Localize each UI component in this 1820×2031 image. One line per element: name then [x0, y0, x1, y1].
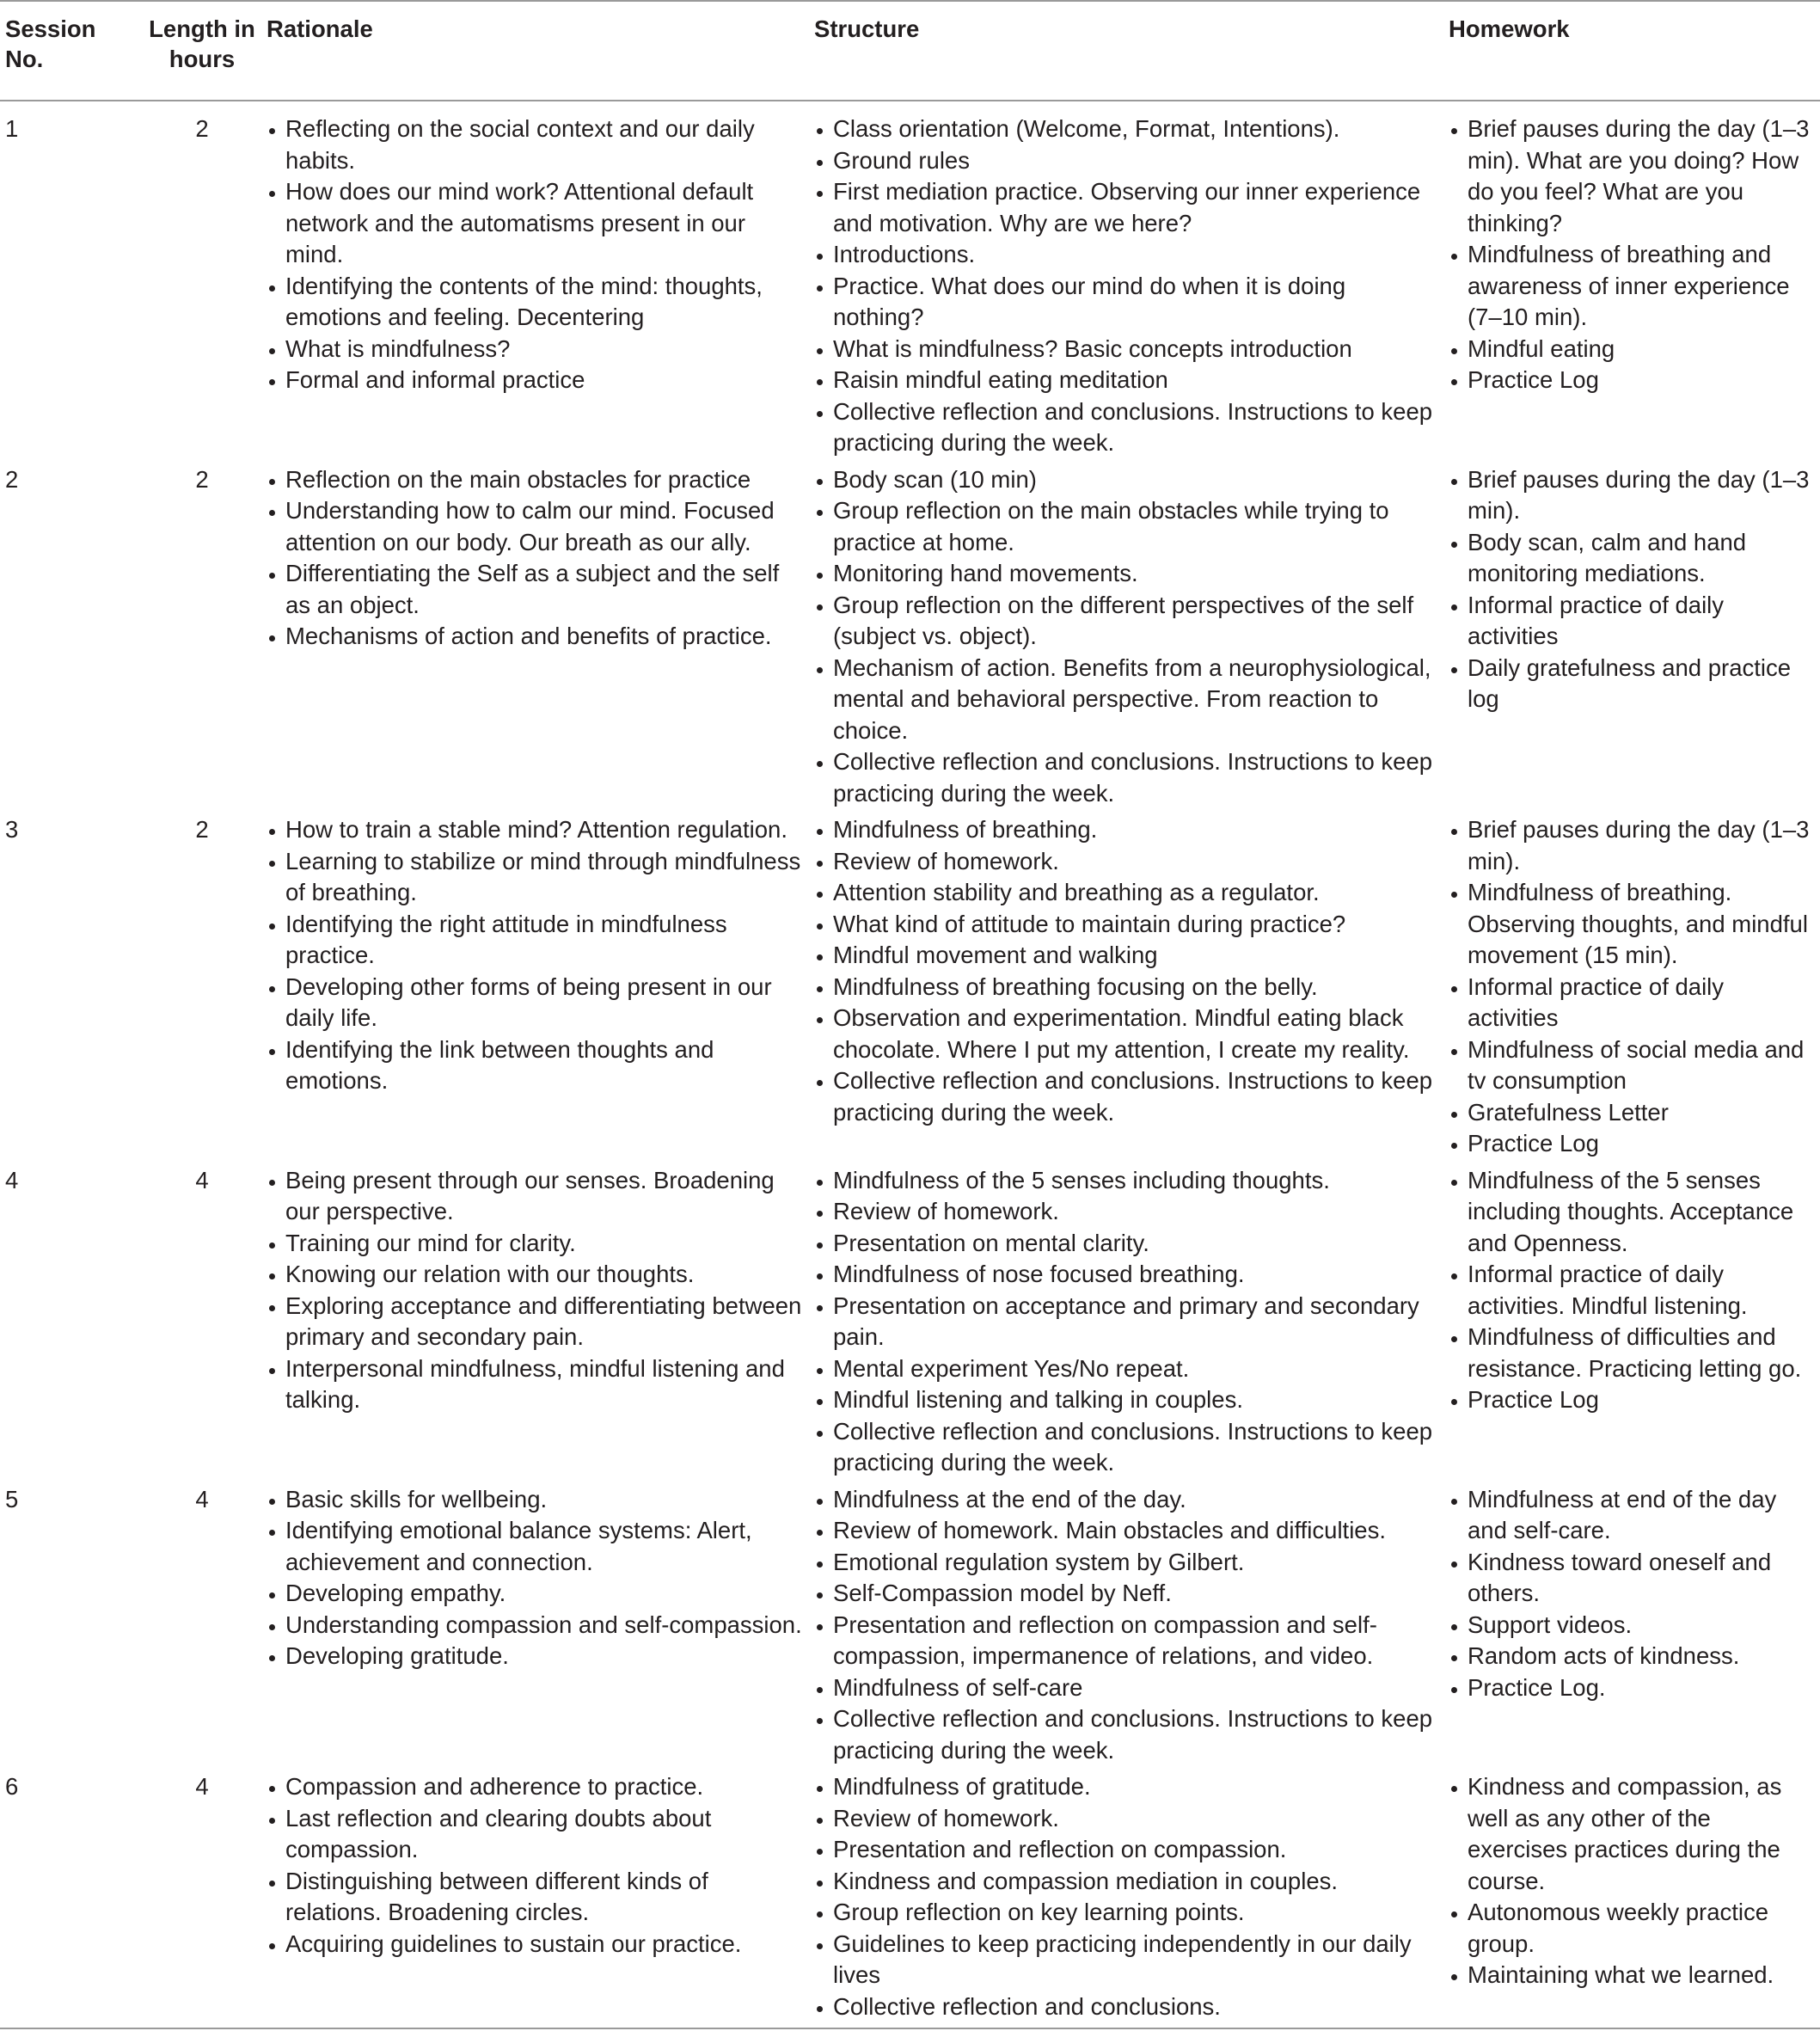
structure-item: Collective reflection and conclusions. — [814, 1991, 1440, 2023]
structure-item: Guidelines to keep practicing independently in our daily lives — [814, 1929, 1440, 1991]
structure-cell — [809, 1771, 1443, 2028]
structure-list — [814, 464, 1440, 810]
homework-item: Kindness and compassion, as well as any other of the exercises practices during the course. — [1449, 1771, 1817, 1897]
rationale-item: Identifying the link between thoughts and emotions. — [267, 1034, 806, 1097]
session-number: 5 — [5, 1485, 19, 1513]
rationale-item: How to train a stable mind? Attention regulation. — [267, 814, 806, 846]
rationale-item: Identifying the right attitude in mindfulness practice. — [267, 909, 806, 972]
structure-item: Practice. What does our mind do when it is doing nothing? — [814, 271, 1440, 334]
session-number: 1 — [5, 115, 19, 142]
table-row — [0, 464, 1820, 815]
homework-cell — [1443, 1484, 1820, 1772]
structure-item: Group reflection on key learning points. — [814, 1897, 1440, 1929]
structure-item: Mindfulness of gratitude. — [814, 1771, 1440, 1803]
homework-item: Maintaining what we learned. — [1449, 1960, 1817, 1991]
structure-item: Mindfulness of nose focused breathing. — [814, 1259, 1440, 1291]
homework-item: Autonomous weekly practice group. — [1449, 1897, 1817, 1960]
homework-item: Kindness toward oneself and others. — [1449, 1547, 1817, 1610]
homework-item: Practice Log — [1449, 1384, 1817, 1416]
structure-item: Raisin mindful eating meditation — [814, 365, 1440, 396]
structure-item: Self-Compassion model by Neff. — [814, 1578, 1440, 1610]
homework-list — [1449, 464, 1817, 715]
rationale-cell — [261, 101, 809, 464]
homework-item: Mindfulness of breathing and awareness of inner experience (7–10 min). — [1449, 239, 1817, 334]
rationale-item: Developing other forms of being present in our daily life. — [267, 972, 806, 1034]
header-row — [0, 1, 1820, 101]
homework-item: Informal practice of daily activities. Mindful listening. — [1449, 1259, 1817, 1322]
table-row — [0, 1771, 1820, 2028]
structure-item: Presentation and reflection on compassion and self-compassion, impermanence of relations, and video. — [814, 1610, 1440, 1672]
structure-cell — [809, 814, 1443, 1165]
rationale-list — [267, 464, 806, 653]
homework-item: Mindfulness of social media and tv consumption — [1449, 1034, 1817, 1097]
structure-item: Mindfulness of the 5 senses including thoughts. — [814, 1165, 1440, 1197]
homework-item: Mindful eating — [1449, 334, 1817, 365]
structure-item: Collective reflection and conclusions. Instructions to keep practicing during the week. — [814, 1416, 1440, 1479]
session-length: 4 — [195, 1166, 209, 1193]
rationale-cell — [261, 814, 809, 1165]
session-length: 2 — [195, 115, 209, 142]
rationale-cell — [261, 1165, 809, 1484]
structure-item: Group reflection on the main obstacles while trying to practice at home. — [814, 495, 1440, 558]
structure-item: Mindfulness of breathing focusing on the belly. — [814, 972, 1440, 1003]
structure-item: Presentation on mental clarity. — [814, 1228, 1440, 1260]
rationale-list — [267, 1771, 806, 1960]
rationale-item: Acquiring guidelines to sustain our practice. — [267, 1929, 806, 1960]
structure-item: First mediation practice. Observing our inner experience and motivation. Why are we here? — [814, 176, 1440, 239]
session-length: 2 — [195, 816, 209, 843]
structure-item: Review of homework. — [814, 1196, 1440, 1228]
homework-list — [1449, 1771, 1817, 1991]
homework-cell — [1443, 464, 1820, 815]
rationale-item: Developing gratitude. — [267, 1641, 806, 1672]
homework-item: Mindfulness at end of the day and self-care. — [1449, 1484, 1817, 1547]
structure-item: Mindful movement and walking — [814, 940, 1440, 972]
rationale-item: How does our mind work? Attentional default network and the automatisms present in our mind. — [267, 176, 806, 271]
homework-item: Practice Log — [1449, 1128, 1817, 1160]
structure-item: Attention stability and breathing as a regulator. — [814, 877, 1440, 909]
rationale-cell — [261, 464, 809, 815]
homework-list — [1449, 114, 1817, 396]
homework-cell — [1443, 101, 1820, 464]
rationale-item: Compassion and adherence to practice. — [267, 1771, 806, 1803]
session-number: 6 — [5, 1773, 19, 1800]
session-length: 4 — [195, 1773, 209, 1800]
structure-item: Observation and experimentation. Mindful eating black chocolate. Where I put my attention, I create my reality. — [814, 1003, 1440, 1065]
structure-item: Mindful listening and talking in couples. — [814, 1384, 1440, 1416]
structure-item: Mindfulness of breathing. — [814, 814, 1440, 846]
table-row — [0, 814, 1820, 1165]
session-length: 4 — [195, 1485, 209, 1513]
homework-item: Random acts of kindness. — [1449, 1641, 1817, 1672]
structure-item: Mental experiment Yes/No repeat. — [814, 1353, 1440, 1385]
homework-list — [1449, 1484, 1817, 1704]
header-length: Length in hours — [149, 15, 255, 72]
structure-list — [814, 1165, 1440, 1479]
structure-list — [814, 814, 1440, 1128]
structure-cell — [809, 1165, 1443, 1484]
homework-cell — [1443, 1165, 1820, 1484]
table-row — [0, 1484, 1820, 1772]
structure-item: Body scan (10 min) — [814, 464, 1440, 496]
structure-item: Collective reflection and conclusions. Instructions to keep practicing during the week. — [814, 1703, 1440, 1766]
rationale-item: Identifying the contents of the mind: thoughts, emotions and feeling. Decentering — [267, 271, 806, 334]
homework-item: Mindfulness of the 5 senses including thoughts. Acceptance and Openness. — [1449, 1165, 1817, 1260]
header-structure: Structure — [814, 15, 920, 42]
homework-item: Practice Log. — [1449, 1672, 1817, 1704]
structure-item: Kindness and compassion mediation in couples. — [814, 1866, 1440, 1898]
homework-item: Brief pauses during the day (1–3 min). What are you doing? How do you feel? What are you thinking? — [1449, 114, 1817, 239]
table-row — [0, 101, 1820, 464]
homework-item: Gratefulness Letter — [1449, 1097, 1817, 1129]
rationale-item: Reflection on the main obstacles for practice — [267, 464, 806, 496]
structure-item: Collective reflection and conclusions. Instructions to keep practicing during the week. — [814, 1065, 1440, 1128]
structure-cell — [809, 464, 1443, 815]
rationale-item: Learning to stabilize or mind through mindfulness of breathing. — [267, 846, 806, 909]
homework-cell — [1443, 814, 1820, 1165]
homework-item: Informal practice of daily activities — [1449, 590, 1817, 653]
structure-list — [814, 1484, 1440, 1767]
homework-list — [1449, 814, 1817, 1160]
rationale-item: Understanding how to calm our mind. Focused attention on our body. Our breath as our ally. — [267, 495, 806, 558]
structure-item: Class orientation (Welcome, Format, Intentions). — [814, 114, 1440, 145]
structure-item: Introductions. — [814, 239, 1440, 271]
header-rationale: Rationale — [267, 15, 373, 42]
table-row — [0, 1165, 1820, 1484]
rationale-item: Formal and informal practice — [267, 365, 806, 396]
structure-item: Review of homework. Main obstacles and difficulties. — [814, 1515, 1440, 1547]
session-number: 2 — [5, 465, 19, 493]
rationale-cell — [261, 1484, 809, 1772]
session-number: 4 — [5, 1166, 19, 1193]
structure-item: Presentation and reflection on compassion. — [814, 1834, 1440, 1866]
structure-item: Group reflection on the different perspectives of the self (subject vs. object). — [814, 590, 1440, 653]
rationale-list — [267, 1165, 806, 1416]
homework-item: Mindfulness of difficulties and resistance. Practicing letting go. — [1449, 1322, 1817, 1384]
structure-list — [814, 114, 1440, 459]
rationale-item: Understanding compassion and self-compassion. — [267, 1610, 806, 1641]
rationale-item: Differentiating the Self as a subject and the self as an object. — [267, 558, 806, 621]
rationale-item: Exploring acceptance and differentiating between primary and secondary pain. — [267, 1291, 806, 1353]
homework-item: Brief pauses during the day (1–3 min). — [1449, 814, 1817, 877]
homework-list — [1449, 1165, 1817, 1416]
structure-item: Collective reflection and conclusions. Instructions to keep practicing during the week. — [814, 746, 1440, 809]
structure-item: Review of homework. — [814, 1803, 1440, 1835]
rationale-item: Reflecting on the social context and our daily habits. — [267, 114, 806, 176]
structure-item: Collective reflection and conclusions. Instructions to keep practicing during the week. — [814, 396, 1440, 459]
rationale-item: Knowing our relation with our thoughts. — [267, 1259, 806, 1291]
homework-item: Brief pauses during the day (1–3 min). — [1449, 464, 1817, 527]
rationale-item: Interpersonal mindfulness, mindful listening and talking. — [267, 1353, 806, 1416]
homework-item: Daily gratefulness and practice log — [1449, 653, 1817, 715]
homework-item: Mindfulness of breathing. Observing thoughts, and mindful movement (15 min). — [1449, 877, 1817, 972]
session-length: 2 — [195, 465, 209, 493]
rationale-item: What is mindfulness? — [267, 334, 806, 365]
structure-cell — [809, 1484, 1443, 1772]
structure-item: Review of homework. — [814, 846, 1440, 878]
structure-item: Presentation on acceptance and primary and secondary pain. — [814, 1291, 1440, 1353]
table-header — [0, 1, 1820, 101]
structure-item: What is mindfulness? Basic concepts introduction — [814, 334, 1440, 365]
rationale-item: Identifying emotional balance systems: Alert, achievement and connection. — [267, 1515, 806, 1578]
rationale-item: Mechanisms of action and benefits of practice. — [267, 621, 806, 653]
structure-item: Mindfulness of self-care — [814, 1672, 1440, 1704]
homework-item: Body scan, calm and hand monitoring mediations. — [1449, 527, 1817, 590]
structure-cell — [809, 101, 1443, 464]
structure-item: Monitoring hand movements. — [814, 558, 1440, 590]
rationale-item: Basic skills for wellbeing. — [267, 1484, 806, 1516]
homework-item: Support videos. — [1449, 1610, 1817, 1641]
homework-item: Informal practice of daily activities — [1449, 972, 1817, 1034]
rationale-list — [267, 814, 806, 1097]
rationale-item: Distinguishing between different kinds of relations. Broadening circles. — [267, 1866, 806, 1929]
rationale-item: Training our mind for clarity. — [267, 1228, 806, 1260]
structure-item: Ground rules — [814, 145, 1440, 177]
structure-item: Emotional regulation system by Gilbert. — [814, 1547, 1440, 1579]
header-session: Session No. — [5, 15, 96, 72]
rationale-list — [267, 1484, 806, 1672]
session-number: 3 — [5, 816, 19, 843]
rationale-cell — [261, 1771, 809, 2028]
structure-item: What kind of attitude to maintain during practice? — [814, 909, 1440, 941]
rationale-item: Developing empathy. — [267, 1578, 806, 1610]
rationale-list — [267, 114, 806, 396]
homework-item: Practice Log — [1449, 365, 1817, 396]
rationale-item: Being present through our senses. Broadening our perspective. — [267, 1165, 806, 1228]
structure-item: Mindfulness at the end of the day. — [814, 1484, 1440, 1516]
structure-list — [814, 1771, 1440, 2022]
rationale-item: Last reflection and clearing doubts about compassion. — [267, 1803, 806, 1866]
header-homework: Homework — [1449, 15, 1570, 42]
homework-cell — [1443, 1771, 1820, 2028]
table-body — [0, 101, 1820, 2028]
structure-item: Mechanism of action. Benefits from a neurophysiological, mental and behavioral perspective. From reaction to choice. — [814, 653, 1440, 747]
